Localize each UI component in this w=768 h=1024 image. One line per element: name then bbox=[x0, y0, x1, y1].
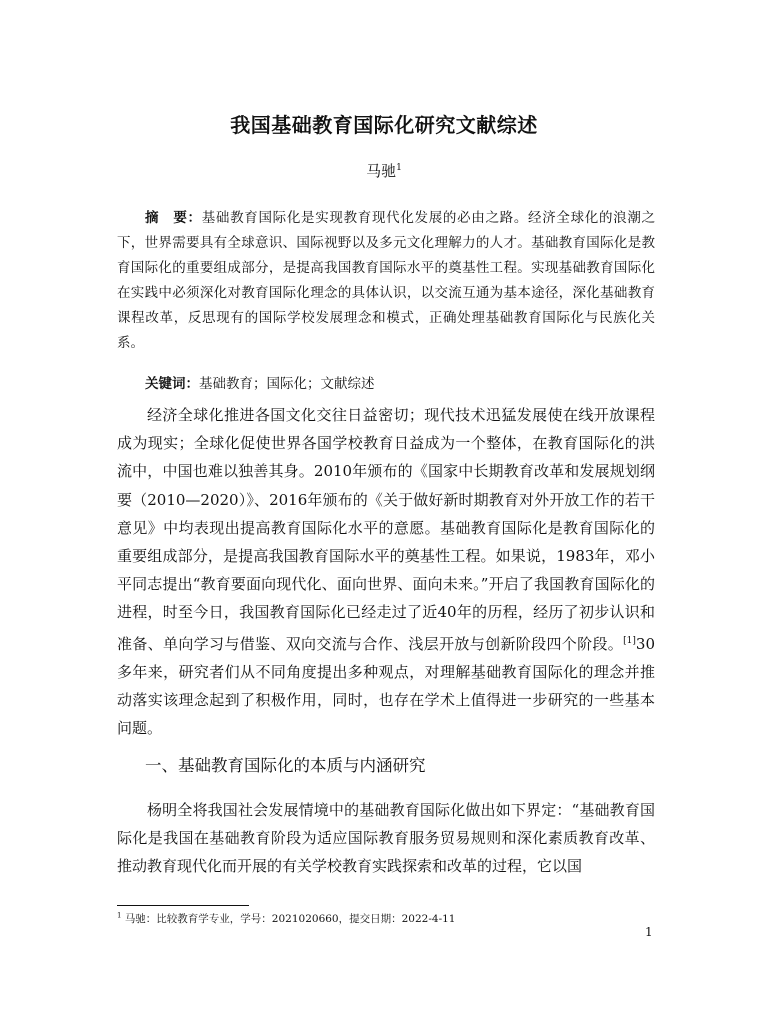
section-heading-1: 一、基础教育国际化的本质与内涵研究 bbox=[145, 756, 426, 775]
intro-text-part-2: 30多年来，研究者们从不同角度提出多种观点，对理解基础教育国际化的理念并推动落实该理念起到了积极作用，同时，也存在学术上值得进一步研究的一些基本问题。 bbox=[117, 634, 655, 738]
page-number: 1 bbox=[645, 925, 653, 939]
abstract-text: 基础教育国际化是实现教育现代化发展的必由之路。经济全球化的浪潮之下，世界需要具有全球意识、国际视野以及多元文化理解力的人才。基础教育国际化是教育国际化的重要组成部分，是提高我国教育国际水平的奠基性工程。实现基础教育国际化在实践中必须深化对教育国际化理念的具体认识，以交流互通为基本途径，深化基础教育课程改革，反思现有的国际学校发展理念和模式，正确处理基础教育国际化与民族化关系。 bbox=[117, 210, 656, 351]
footnote-mark: 1 bbox=[117, 911, 122, 920]
author-name: 马驰 bbox=[366, 162, 397, 180]
author-line bbox=[0, 160, 768, 181]
abstract bbox=[117, 206, 655, 356]
author-footnote-mark: 1 bbox=[396, 163, 402, 173]
keywords-label: 关键词： bbox=[145, 376, 199, 392]
keywords bbox=[145, 372, 375, 397]
footnote bbox=[117, 911, 455, 926]
section-1-paragraph: 杨明全将我国社会发展情境中的基础教育国际化做出如下界定：“基础教育国际化是我国在基础教育阶段为适应国际教育服务贸易规则和深化素质教育改革、推动教育现代化而开展的有关学校教育实践探索和改革的过程，它以国 bbox=[117, 801, 655, 876]
paper-title: 我国基础教育国际化研究文献综述 bbox=[230, 113, 538, 138]
abstract-label: 摘 要： bbox=[145, 210, 202, 226]
intro-paragraph bbox=[117, 401, 655, 742]
citation-1: [1] bbox=[623, 635, 636, 646]
footnote-divider bbox=[117, 905, 249, 906]
keywords-text: 基础教育；国际化；文献综述 bbox=[199, 376, 375, 392]
intro-text-part-1: 经济全球化推进各国文化交往日益密切；现代技术迅猛发展使在线开放课程成为现实；全球化促使世界各国学校教育日益成为一个整体，在教育国际化的洪流中，中国也难以独善其身。2010年颁布的《国家中长期教育改革和发展规划纲要（2010—2020）》、2016年颁布的《关于做好新时期教育对外开放工作的若干意见》中均表现出提高教育国际化水平的意愿。基础教育国际化是教育国际化的重要组成部分，是提高我国教育国际水平的奠基性工程。如果说，1983年，邓小平同志提出“教育要面向现代化、面向世界、面向未来。”开启了我国教育国际化的进程，时至今日，我国教育国际化已经走过了近40年的历程，经历了初步认识和准备、单向学习与借鉴、双向交流与合作、浅层开放与创新阶段四个阶段。 bbox=[117, 406, 655, 653]
footnote-text: 马驰：比较教育学专业，学号：2021020660，提交日期：2022-4-11 bbox=[124, 913, 456, 925]
